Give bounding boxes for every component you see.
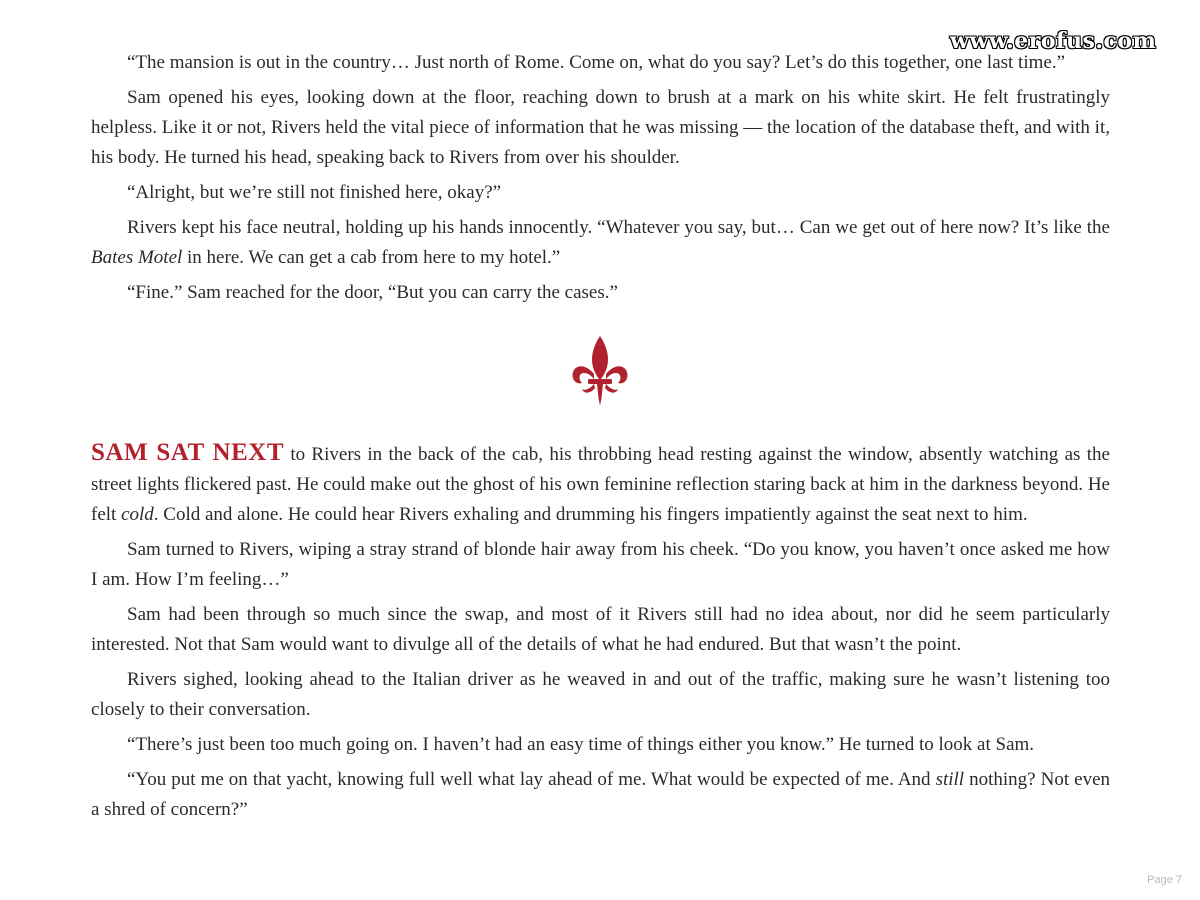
paragraph: “Alright, but we’re still not finished here, okay?”	[127, 182, 502, 203]
paragraph: “Fine.” Sam reached for the door, “But you can carry the cases.”	[127, 282, 618, 303]
paragraph: “The mansion is out in the country… Just north of Rome. Come on, what do you say? Let’s do this together, one last time.”	[127, 52, 1066, 73]
paragraph: Sam had been through so much since the swap, and most of it Rivers still had no idea about, nor did he seem particularly interested. Not that Sam would want to divulge all of the details of what he had endured. But that wasn’t the point.	[91, 604, 1110, 655]
text-run: to Rivers in the back of the cab, his throbbing head resting against the window, absently watching as the street lights flickered past. He could make out the ghost of his own feminine reflection staring back at him in the darkness beyond. He felt	[91, 444, 1110, 525]
text-run: “You put me on that yacht, knowing full well what lay ahead of me. What would be expected of me. And	[127, 769, 936, 790]
paragraph: “There’s just been too much going on. I haven’t had an easy time of things either you know.” He turned to look at Sam.	[127, 734, 1035, 755]
lead-in-caps: SAM SAT NEXT	[91, 439, 284, 466]
italic-word: still	[935, 769, 965, 790]
site-watermark: www.erofus.com	[950, 28, 1157, 54]
paragraph: Rivers sighed, looking ahead to the Italian driver as he weaved in and out of the traffic, making sure he wasn’t listening too closely to their conversation.	[91, 669, 1110, 720]
paragraph	[91, 213, 1110, 273]
story-section-1	[91, 48, 1110, 313]
page-number: Page 7	[1147, 874, 1182, 886]
text-run: nothing? Not even a shred of concern?”	[91, 769, 1111, 820]
italic-title: Bates Motel	[91, 247, 183, 268]
fleur-de-lis-icon	[570, 334, 630, 408]
text-run: in here. We can get a cab from here to my hotel.”	[182, 247, 561, 268]
italic-word: cold	[121, 504, 154, 525]
paragraph	[91, 438, 1110, 530]
text-run: Rivers kept his face neutral, holding up his hands innocently. “Whatever you say, but… Can we get out of here now? It’s like the	[127, 217, 1110, 238]
paragraph	[91, 765, 1110, 825]
text-run: . Cold and alone. He could hear Rivers exhaling and drumming his fingers impatiently against the seat next to him.	[153, 504, 1028, 525]
story-section-2	[91, 438, 1110, 830]
paragraph: Sam turned to Rivers, wiping a stray strand of blonde hair away from his cheek. “Do you know, you haven’t once asked me how I am. How I’m feeling…”	[91, 539, 1110, 590]
paragraph: Sam opened his eyes, looking down at the floor, reaching down to brush at a mark on his white skirt. He felt frustratingly helpless. Like it or not, Rivers held the vital piece of information that he was missing — the location of the database theft, and with it, his body. He turned his head, speaking back to Rivers from over his shoulder.	[91, 87, 1110, 168]
